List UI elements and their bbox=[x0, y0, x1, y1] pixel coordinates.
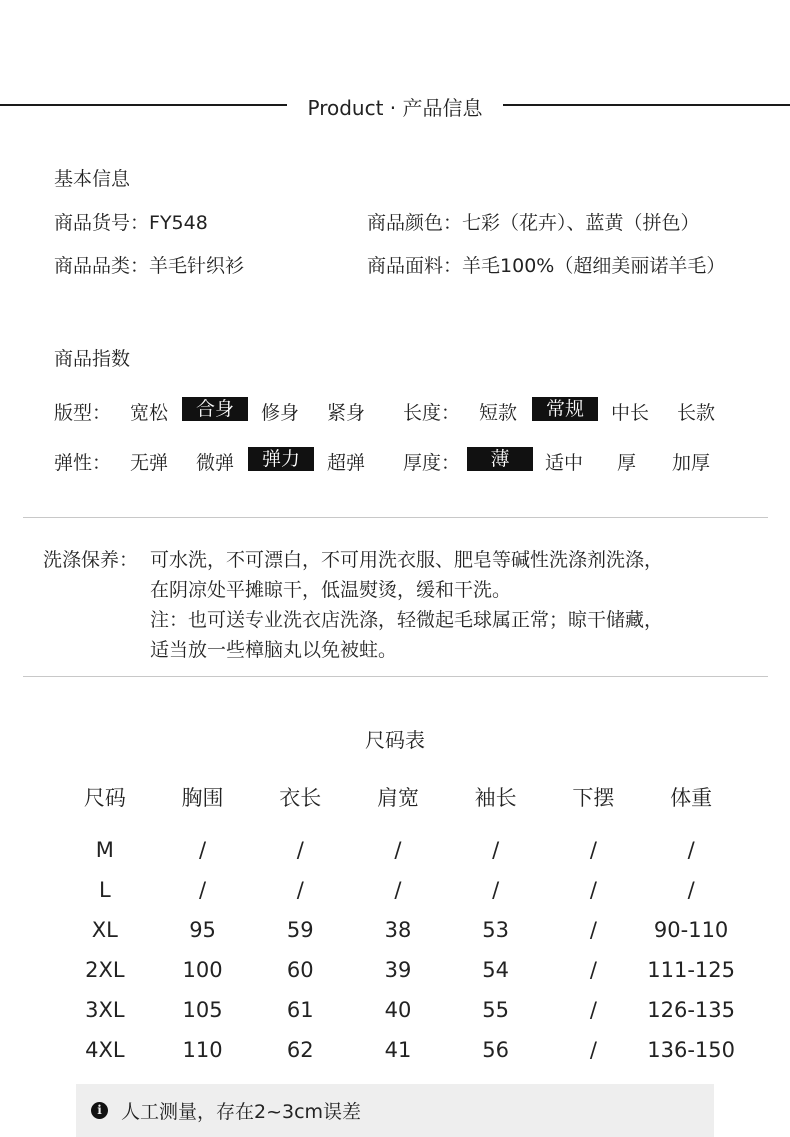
indices-title: 商品指数 bbox=[54, 348, 131, 370]
thickness-option-extra-thick: 加厚 bbox=[672, 452, 711, 474]
table-row bbox=[56, 950, 740, 990]
cell-size: L bbox=[99, 878, 111, 902]
header-length: 衣长 bbox=[279, 786, 322, 810]
cell-weight: / bbox=[687, 878, 695, 902]
table-row bbox=[56, 990, 740, 1030]
cell-shoulder: / bbox=[394, 878, 402, 902]
table-row bbox=[56, 830, 740, 870]
fit-option-slim: 修身 bbox=[261, 402, 300, 424]
care-label: 洗涤保养： bbox=[43, 549, 139, 571]
stretch-option-super: 超弹 bbox=[327, 452, 366, 474]
cell-size: M bbox=[95, 838, 114, 862]
basic-info-title: 基本信息 bbox=[54, 168, 131, 190]
cell-weight: 126-135 bbox=[647, 998, 735, 1022]
cell-length: 61 bbox=[286, 998, 314, 1022]
item-number-row bbox=[54, 208, 208, 235]
cell-shoulder: 40 bbox=[384, 998, 412, 1022]
cell-hem: / bbox=[589, 878, 597, 902]
thickness-option-thin-selected: 薄 bbox=[467, 447, 533, 471]
cell-hem: / bbox=[589, 958, 597, 982]
cell-chest: 110 bbox=[182, 1038, 223, 1062]
divider-top bbox=[23, 517, 768, 518]
item-category-label: 商品品类： bbox=[54, 255, 150, 277]
cell-sleeve: / bbox=[492, 838, 500, 862]
cell-chest: 100 bbox=[182, 958, 223, 982]
fit-option-loose: 宽松 bbox=[130, 402, 169, 424]
item-fabric-row bbox=[367, 251, 725, 278]
cell-size: XL bbox=[91, 918, 118, 942]
cell-size: 3XL bbox=[85, 998, 125, 1022]
cell-hem: / bbox=[589, 918, 597, 942]
table-row bbox=[56, 910, 740, 950]
cell-chest: / bbox=[199, 878, 207, 902]
cell-weight: / bbox=[687, 838, 695, 862]
cell-sleeve: 56 bbox=[482, 1038, 510, 1062]
length-label: 长度： bbox=[403, 402, 461, 424]
fit-label: 版型： bbox=[54, 402, 112, 424]
length-option-mid: 中长 bbox=[611, 402, 650, 424]
cell-weight: 111-125 bbox=[647, 958, 735, 982]
length-option-short: 短款 bbox=[479, 402, 518, 424]
stretch-option-slight: 微弹 bbox=[196, 452, 235, 474]
cell-chest: 105 bbox=[182, 998, 223, 1022]
item-category-row bbox=[54, 251, 244, 278]
item-number-value: FY548 bbox=[149, 212, 208, 234]
stretch-option-stretch-selected: 弹力 bbox=[248, 447, 314, 471]
header-sleeve: 袖长 bbox=[474, 786, 517, 810]
section-header-title: Product · 产品信息 bbox=[307, 96, 483, 120]
cell-chest: / bbox=[199, 838, 207, 862]
info-icon: i bbox=[91, 1102, 108, 1119]
cell-shoulder: / bbox=[394, 838, 402, 862]
cell-length: / bbox=[296, 838, 304, 862]
cell-hem: / bbox=[589, 1038, 597, 1062]
fit-option-tight: 紧身 bbox=[327, 402, 366, 424]
length-option-long: 长款 bbox=[677, 402, 716, 424]
cell-sleeve: 55 bbox=[482, 998, 510, 1022]
stretch-option-none: 无弹 bbox=[130, 452, 169, 474]
cell-shoulder: 39 bbox=[384, 958, 412, 982]
thickness-label: 厚度： bbox=[403, 452, 461, 474]
cell-sleeve: 53 bbox=[482, 918, 510, 942]
care-line-3: 注：也可送专业洗衣店洗涤，轻微起毛球属正常；晾干储藏， bbox=[150, 609, 664, 631]
length-option-regular-selected: 常规 bbox=[532, 397, 598, 421]
item-fabric-value: 羊毛100%（超细美丽诺羊毛） bbox=[462, 255, 726, 277]
header-size: 尺码 bbox=[83, 786, 126, 810]
cell-sleeve: / bbox=[492, 878, 500, 902]
header-shoulder: 肩宽 bbox=[376, 786, 419, 810]
stretch-label: 弹性： bbox=[54, 452, 112, 474]
cell-length: 59 bbox=[286, 918, 314, 942]
cell-weight: 90-110 bbox=[653, 918, 729, 942]
spacer-cell bbox=[56, 814, 740, 830]
thickness-option-medium: 适中 bbox=[545, 452, 584, 474]
size-table bbox=[56, 780, 740, 1070]
item-color-value: 七彩（花卉）、蓝黄（拼色） bbox=[462, 212, 700, 234]
item-fabric-label: 商品面料： bbox=[367, 255, 463, 277]
cell-size: 2XL bbox=[85, 958, 125, 982]
table-spacer bbox=[56, 814, 740, 830]
measurement-note-text: 人工测量，存在2~3cm误差 bbox=[121, 1101, 362, 1123]
item-category-value: 羊毛针织衫 bbox=[149, 255, 245, 277]
cell-shoulder: 41 bbox=[384, 1038, 412, 1062]
item-color-row bbox=[367, 208, 700, 235]
table-row bbox=[56, 870, 740, 910]
cell-length: / bbox=[296, 878, 304, 902]
cell-sleeve: 54 bbox=[482, 958, 510, 982]
cell-hem: / bbox=[589, 838, 597, 862]
header-hem: 下摆 bbox=[572, 786, 615, 810]
care-line-2: 在阴凉处平摊晾干，低温熨烫，缓和干洗。 bbox=[150, 579, 512, 601]
item-color-label: 商品颜色： bbox=[367, 212, 463, 234]
cell-length: 62 bbox=[286, 1038, 314, 1062]
cell-size: 4XL bbox=[85, 1038, 125, 1062]
cell-shoulder: 38 bbox=[384, 918, 412, 942]
measurement-note bbox=[76, 1084, 714, 1137]
divider-bottom bbox=[23, 676, 768, 677]
care-line-4: 适当放一些樟脑丸以免被蛀。 bbox=[150, 639, 398, 661]
size-table-title: 尺码表 bbox=[365, 728, 425, 752]
size-table-header-row bbox=[56, 780, 740, 814]
header-weight: 体重 bbox=[670, 786, 713, 810]
cell-weight: 136-150 bbox=[647, 1038, 735, 1062]
fit-option-regular-selected: 合身 bbox=[182, 397, 248, 421]
item-number-label: 商品货号： bbox=[54, 212, 150, 234]
thickness-option-thick: 厚 bbox=[617, 452, 637, 474]
cell-length: 60 bbox=[286, 958, 314, 982]
table-row bbox=[56, 1030, 740, 1070]
cell-hem: / bbox=[589, 998, 597, 1022]
cell-chest: 95 bbox=[189, 918, 216, 942]
header-chest: 胸围 bbox=[181, 786, 224, 810]
care-line-1: 可水洗，不可漂白，不可用洗衣服、肥皂等碱性洗涤剂洗涤， bbox=[150, 549, 664, 571]
